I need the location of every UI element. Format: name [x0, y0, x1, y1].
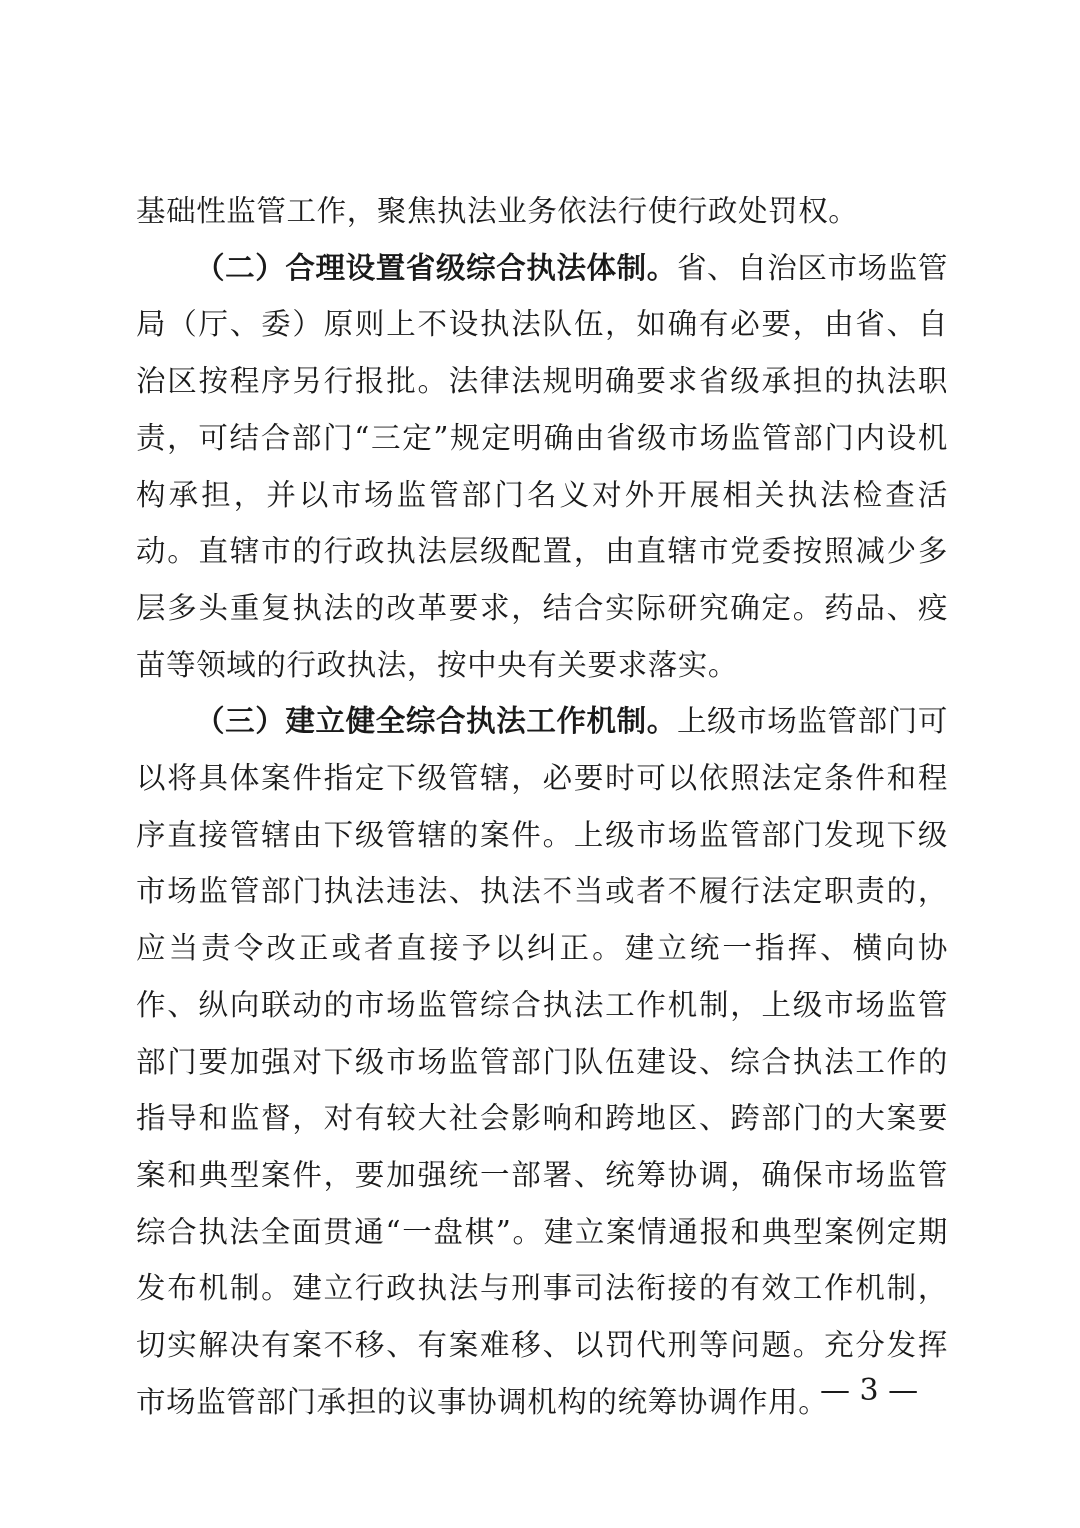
- page-number: — 3 —: [820, 1373, 919, 1408]
- paragraph-section-2: [136, 240, 948, 694]
- paragraph-text: 省、自治区市场监管局（厅、委）原则上不设执法队伍，如确有必要，由省、自治区按程序另行报批。法律法规明确要求省级承担的执法职责，可结合部门“三定”规定明确由省级市场监管部门内设机构承担，并以市场监管部门名义对外开展相关执法检查活动。直辖市的行政执法层级配置，由直辖市党委按照减少多层多头重复执法的改革要求，结合实际研究确定。药品、疫苗等领域的行政执法，按中央有关要求落实。: [136, 250, 948, 682]
- paragraph-text: 基础性监管工作，聚焦执法业务依法行使行政处罚权。: [136, 194, 859, 228]
- paragraph-continuation: [136, 183, 948, 240]
- section-heading: （三）建立健全综合执法工作机制。: [195, 704, 677, 739]
- document-body: [136, 183, 948, 1430]
- section-heading: （二）合理设置省级综合执法体制。: [195, 250, 677, 285]
- paragraph-text: 上级市场监管部门可以将具体案件指定下级管辖，必要时可以依照法定条件和程序直接管辖由下级管辖的案件。上级市场监管部门发现下级市场监管部门执法违法、执法不当或者不履行法定职责的，应当责令改正或者直接予以纠正。建立统一指挥、横向协作、纵向联动的市场监管综合执法工作机制，上级市场监管部门要加强对下级市场监管部门队伍建设、综合执法工作的指导和监督，对有较大社会影响和跨地区、跨部门的大案要案和典型案件，要加强统一部署、统筹协调，确保市场监管综合执法全面贯通“一盘棋”。建立案情通报和典型案例定期发布机制。建立行政执法与刑事司法衔接的有效工作机制，切实解决有案不移、有案难移、以罚代刑等问题。充分发挥市场监管部门承担的议事协调机构的统筹协调作用。: [136, 704, 948, 1419]
- paragraph-section-3: [136, 693, 948, 1430]
